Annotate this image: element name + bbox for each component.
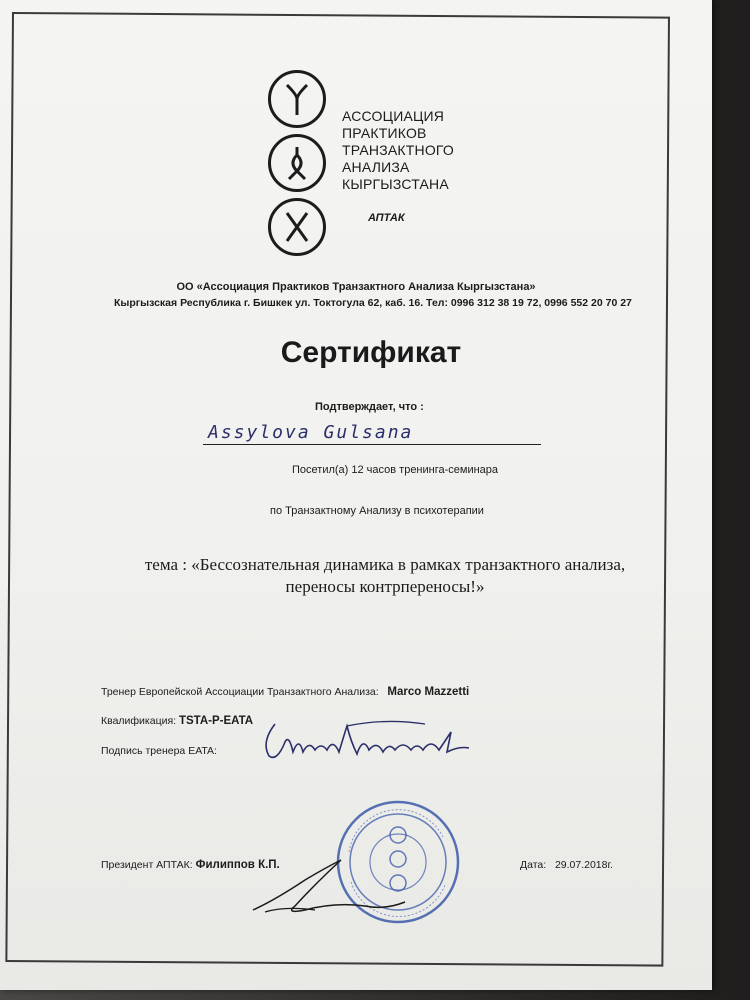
qualification-value: TSTA-P-EATA: [178, 715, 254, 727]
association-logo: [268, 70, 330, 262]
confirms-label: Подтверждает, что :: [315, 401, 424, 413]
trainer-name: Marco Mazzetti: [387, 686, 470, 698]
date-value: 29.07.2018г.: [554, 859, 613, 871]
logo-symbol-fork-icon: [268, 70, 326, 128]
attended-text: Посетил(а) 12 часов тренинга-семинара: [292, 464, 499, 476]
recipient-name: Assylova Gulsana: [208, 422, 414, 443]
course-text: по Транзактному Анализу в психотерапии: [270, 505, 484, 517]
logo-line: ПРАКТИКОВ: [342, 125, 427, 141]
logo-line: АССОЦИАЦИЯ: [342, 108, 445, 124]
logo-symbol-cross-icon: [268, 198, 326, 256]
topic-line: тема : «Бессознательная динамика в рамках транзактного анализа,: [144, 555, 626, 574]
date-row: [520, 859, 613, 871]
president-label: Президент АПТАК:: [101, 859, 193, 871]
logo-line: АНАЛИЗА: [342, 159, 410, 175]
trainer-row: [101, 686, 469, 698]
president-name: Филиппов К.П.: [195, 859, 280, 871]
logo-line: ТРАНЗАКТНОГО: [342, 142, 454, 158]
trainer-signature-label: Подпись тренера EATA:: [101, 745, 217, 757]
president-signature: [245, 840, 425, 920]
logo-symbol-loop-icon: [268, 134, 326, 192]
organization-abbreviation: АПТАК: [368, 212, 405, 224]
qualification-row: [101, 715, 253, 727]
trainer-signature: [255, 712, 505, 772]
certificate-title: Сертификат: [280, 336, 462, 369]
organization-logo-text: [342, 108, 454, 193]
seminar-topic: [100, 554, 670, 598]
trainer-label: Тренер Европейской Ассоциации Транзактного Анализа:: [101, 686, 379, 698]
topic-line: переносы контрпереносы!»: [285, 577, 485, 596]
logo-line: КЫРГЫЗСТАНА: [342, 176, 449, 192]
qualification-label: Квалификация:: [101, 715, 177, 727]
date-label: Дата:: [520, 859, 547, 871]
recipient-name-underline: [203, 444, 541, 445]
organization-address: Кыргызская Республика г. Бишкек ул. Токтогула 62, каб. 16. Тел: 0996 312 38 19 72, 0996 552 20 70 27: [114, 297, 632, 309]
organization-full-name: ОО «Ассоциация Практиков Транзактного Анализа Кыргызстана»: [176, 281, 536, 293]
